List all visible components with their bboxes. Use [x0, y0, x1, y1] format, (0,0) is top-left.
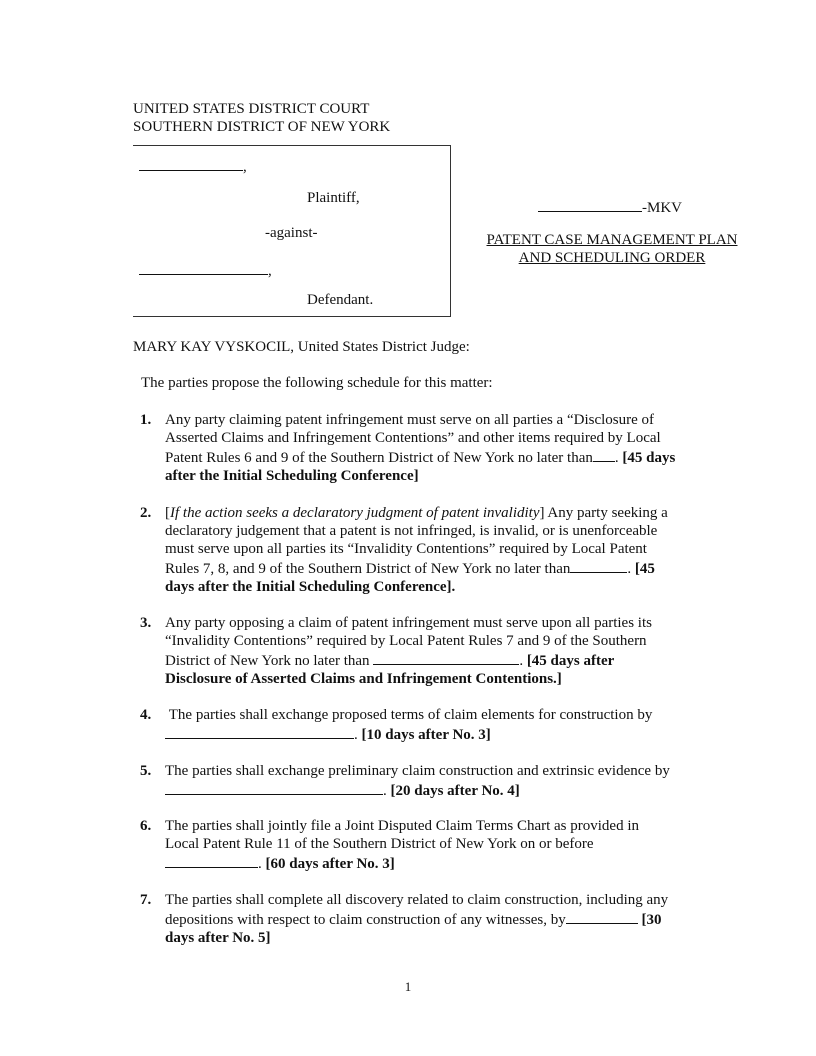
docket-number-blank[interactable]: [538, 197, 642, 212]
item-number: 5.: [140, 763, 152, 779]
schedule-item-1: 1. Any party claiming patent infringement must serve on all parties a “Disclosure of Asserted Claims and Infringement Contentions” and other items required by Local Patent Rules 6 and 9 of the Southern District of New York no later than . [45 days after the Initial Scheduling Conference]: [140, 412, 676, 484]
defendant-name-line: ,: [139, 260, 272, 280]
date-blank[interactable]: [373, 650, 519, 665]
item-number: 2.: [140, 505, 152, 521]
page-number: 1: [404, 979, 412, 994]
court-header: [133, 100, 390, 136]
date-blank[interactable]: [165, 853, 258, 868]
date-blank[interactable]: [165, 780, 383, 795]
date-blank[interactable]: [570, 558, 627, 573]
schedule-item-6: 6. The parties shall jointly file a Joint Disputed Claim Terms Chart as provided in Local Patent Rule 11 of the Southern District of New York on or before . [60 days after No. 3]: [140, 818, 640, 872]
schedule-item-2: 2. [If the action seeks a declaratory judgment of patent invalidity] Any party seeking a declaratory judgement that a patent is not infringed, is invalid, or is unenforceable must serve upon all parties its “Invalidity Contentions” required by Local Patent Rules 7, 8, and 9 of the Southern District of New York no later than . [45 days after the Initial Scheduling Conference].: [140, 505, 668, 595]
date-blank[interactable]: [165, 724, 354, 739]
court-district: SOUTHERN DISTRICT OF NEW YORK: [133, 119, 391, 135]
against-label: -against-: [265, 225, 318, 241]
plaintiff-name-blank[interactable]: [139, 156, 243, 171]
judge-line: MARY KAY VYSKOCIL, United States District Judge:: [133, 339, 470, 355]
item-number: 7.: [140, 892, 152, 908]
schedule-item-3: 3. Any party opposing a claim of patent infringement must serve upon all parties its “Invalidity Contentions” required by Local Patent Rules 7 and 9 of the Southern District of New York no later than . [45 days after Disclosure of Asserted Claims and Infringement Contentions.]: [140, 615, 652, 687]
schedule-item-4: 4. The parties shall exchange proposed terms of claim elements for construction by . [10 days after No. 3]: [140, 707, 653, 743]
docket-number: [538, 197, 682, 217]
schedule-item-5: 5. The parties shall exchange preliminary claim construction and extrinsic evidence by . [20 days after No. 4]: [140, 763, 670, 799]
item-number: 4.: [140, 707, 152, 723]
document-title: [472, 231, 752, 267]
plaintiff-name-line: ,: [139, 156, 247, 176]
defendant-name-blank[interactable]: [139, 260, 268, 275]
title-line1: PATENT CASE MANAGEMENT PLAN: [486, 232, 738, 248]
title-line2: AND SCHEDULING ORDER: [518, 250, 706, 266]
item-number: 6.: [140, 818, 152, 834]
defendant-label: Defendant.: [307, 292, 374, 308]
intro-text: The parties propose the following schedule for this matter:: [141, 375, 493, 391]
docket-suffix: -MKV: [642, 200, 682, 216]
item-number: 3.: [140, 615, 152, 631]
date-blank[interactable]: [593, 447, 615, 462]
court-name: UNITED STATES DISTRICT COURT: [133, 101, 370, 117]
plaintiff-label: Plaintiff,: [307, 190, 360, 206]
schedule-item-7: 7. The parties shall complete all discovery related to claim construction, including any depositions with respect to claim construction of any witnesses, by [30 days after No. 5]: [140, 892, 669, 946]
date-blank[interactable]: [566, 909, 638, 924]
item-number: 1.: [140, 412, 152, 428]
